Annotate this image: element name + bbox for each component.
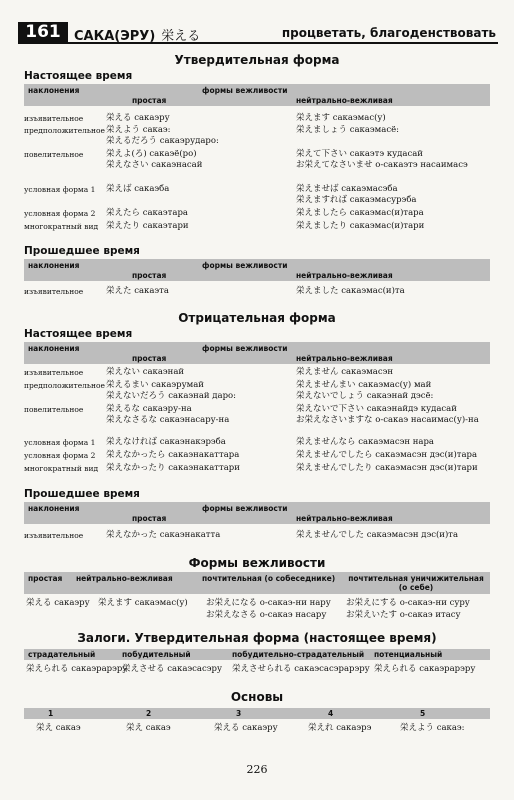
header-plain: простая [28,574,63,583]
plain-form: 栄えなかった сакаэнакатта [106,530,221,540]
plain-form: 栄えた сакаэта [106,286,169,296]
header-stem-1: 1 [48,709,54,718]
polite-form: 栄えますれば сакаэмасурэба [296,195,417,205]
humble-form: お栄えにする о-сакаэ-ни суру [346,598,470,608]
plain-form: 栄えるな сакаэру-на [106,404,192,414]
affirmative-past-title: Прошедшее время [24,245,140,257]
table-row [24,125,490,147]
bar-politeness: формы вежливости [202,261,288,270]
polite-form: 栄えましたり сакаэмас(и)тари [296,221,425,231]
header-stem-4: 4 [328,709,334,718]
header-stem-3: 3 [236,709,242,718]
polite-form: 栄えないでしょう сакаэнай дэсё: [296,391,434,401]
header-polite: нейтрально-вежливая [76,574,173,583]
verb-title [74,25,200,44]
verb-romaji: САКА(ЭРУ) [74,29,156,44]
honorific-form: お栄えなさる о-сакаэ насару [206,610,327,620]
polite-form: 栄えます сакаэмас(у) [296,113,386,123]
plain-form: 栄えなかったら сакаэнакаттара [106,450,240,460]
header-stem-5: 5 [420,709,426,718]
stems-header-bar [24,708,490,719]
header-humble: почтительная уничижительная (о себе) [348,574,484,592]
plain-form: 栄えよ(ろ) сакаэё(ро) [106,149,197,159]
polite-form: 栄えませんでした сакаэмасэн дэс(и)та [296,530,459,540]
table-row [24,380,490,402]
causative-passive-form: 栄えさせられる сакаэсасэрарэру [232,664,370,674]
polite-form: 栄えましたら сакаэмас(и)тара [296,208,424,218]
row-label: повелительное [24,150,84,159]
politeness-title: Формы вежливости [188,556,326,570]
plain-form: 栄えないだろう сакаэнай даро: [106,391,236,401]
header-causative: побудительный [122,650,191,659]
affirmative-past-bar [24,259,490,281]
header-passive: страдательный [28,650,96,659]
politeness-header-bar [24,572,490,594]
row-label: многократный вид [24,222,99,231]
affirmative-present-bar [24,84,490,106]
entry-number: 161 [18,22,68,42]
bar-mood: наклонения [28,261,80,270]
polite-form: お栄えてなさいませ о-сакаэтэ насаимасэ [296,160,468,170]
negative-past-bar [24,502,490,524]
bar-mood: наклонения [28,86,80,95]
bar-politeness: формы вежливости [202,86,288,95]
negative-present-title: Настоящее время [24,328,133,340]
polite-form: 栄えませんでしたら сакаэмасэн дэс(и)тара [296,450,478,460]
table-row [24,184,490,206]
bar-plain: простая [132,96,167,105]
header-stem-2: 2 [146,709,152,718]
plain-form: 栄えよう сакаэ: [106,125,171,135]
polite-form: 栄えます сакаэмас(у) [98,598,188,608]
row-label: многократный вид [24,464,99,473]
polite-form: 栄えないで下さい сакаэнайдэ кудасай [296,404,457,414]
plain-form: 栄える сакаэру [106,113,170,123]
polite-form: 栄えませんなら сакаэмасэн нара [296,437,434,447]
header-causative-passive: побудительно-страдательный [232,650,365,659]
row-label: условная форма 1 [24,438,96,447]
plain-form: 栄えるまい сакаэрумай [106,380,204,390]
stem-2: 栄え сакаэ [126,723,171,733]
plain-form: 栄えたら сакаэтара [106,208,188,218]
bar-polite: нейтрально-вежливая [296,354,393,363]
stem-5: 栄えよう сакаэ: [400,723,465,733]
polite-form: 栄えませば сакаэмасэба [296,184,398,194]
causative-form: 栄えさせる сакаэсасэру [122,664,222,674]
plain-form: 栄えなければ сакаэнакэрэба [106,437,226,447]
negative-title: Отрицательная форма [178,311,336,325]
polite-form: お栄えなさいますな о-сакаэ насаимас(у)-на [296,415,479,425]
page-header [18,22,498,44]
bar-mood: наклонения [28,504,80,513]
bar-mood: наклонения [28,344,80,353]
stem-4: 栄えれ сакаэрэ [308,723,372,733]
humble-form: お栄えいたす о-сакаэ итасу [346,610,461,620]
plain-form: 栄えない сакаэнай [106,367,185,377]
plain-form: 栄えなかったり сакаэнакаттари [106,463,240,473]
row-label: предположительное [24,381,105,390]
plain-form: 栄える сакаэру [26,598,90,608]
header-potential: потенциальный [374,650,443,659]
bar-polite: нейтрально-вежливая [296,514,393,523]
bar-plain: простая [132,354,167,363]
voices-header-bar [24,649,490,660]
verb-meaning: процветать, благоденствовать [281,26,496,40]
table-row [24,404,490,426]
polite-form: 栄えました сакаэмас(и)та [296,286,405,296]
bar-politeness: формы вежливости [202,344,288,353]
plain-form: 栄えるだろう сакаэрударо: [106,136,219,146]
bar-plain: простая [132,271,167,280]
row-label: изъявительное [24,531,84,540]
potential-form: 栄えられる сакаэрарэру [374,664,476,674]
row-label: предположительное [24,126,105,135]
header-honorific: почтительная (о собеседнике) [202,574,336,583]
polite-form: 栄えましょう сакаэмасё: [296,125,400,135]
passive-form: 栄えられる сакаэрарэру [26,664,128,674]
table-row [24,149,490,171]
row-label: условная форма 2 [24,451,96,460]
bar-polite: нейтрально-вежливая [296,96,393,105]
stems-title: Основы [230,690,284,704]
plain-form: 栄えたり сакаэтари [106,221,189,231]
voices-title: Залоги. Утвердительная форма (настоящее время) [77,631,437,645]
polite-form: 栄えませんまい сакаэмас(у) май [296,380,432,390]
polite-form: 栄えて下さい сакаэтэ кудасай [296,149,423,159]
row-label: изъявительное [24,287,84,296]
bar-plain: простая [132,514,167,523]
row-label: изъявительное [24,114,84,123]
bar-politeness: формы вежливости [202,504,288,513]
bar-polite: нейтрально-вежливая [296,271,393,280]
stem-3: 栄える сакаэру [214,723,278,733]
honorific-form: お栄えになる о-сакаэ-ни нару [206,598,331,608]
polite-form: 栄えませんでしたり сакаэмасэн дэс(и)тари [296,463,478,473]
row-label: повелительное [24,405,84,414]
row-label: условная форма 1 [24,185,96,194]
plain-form: 栄えなさるな сакаэнасару-на [106,415,230,425]
negative-past-title: Прошедшее время [24,488,140,500]
plain-form: 栄えなさい сакаэнасай [106,160,203,170]
plain-form: 栄えば сакаэба [106,184,170,194]
verb-kanji: 栄える [161,29,201,44]
row-label: условная форма 2 [24,209,96,218]
stem-1: 栄え сакаэ [36,723,81,733]
negative-present-bar [24,342,490,364]
affirmative-title: Утвердительная форма [174,53,340,67]
page-number: 226 [246,763,268,776]
affirmative-present-title: Настоящее время [24,70,133,82]
polite-form: 栄えません сакаэмасэн [296,367,394,377]
row-label: изъявительное [24,368,84,377]
